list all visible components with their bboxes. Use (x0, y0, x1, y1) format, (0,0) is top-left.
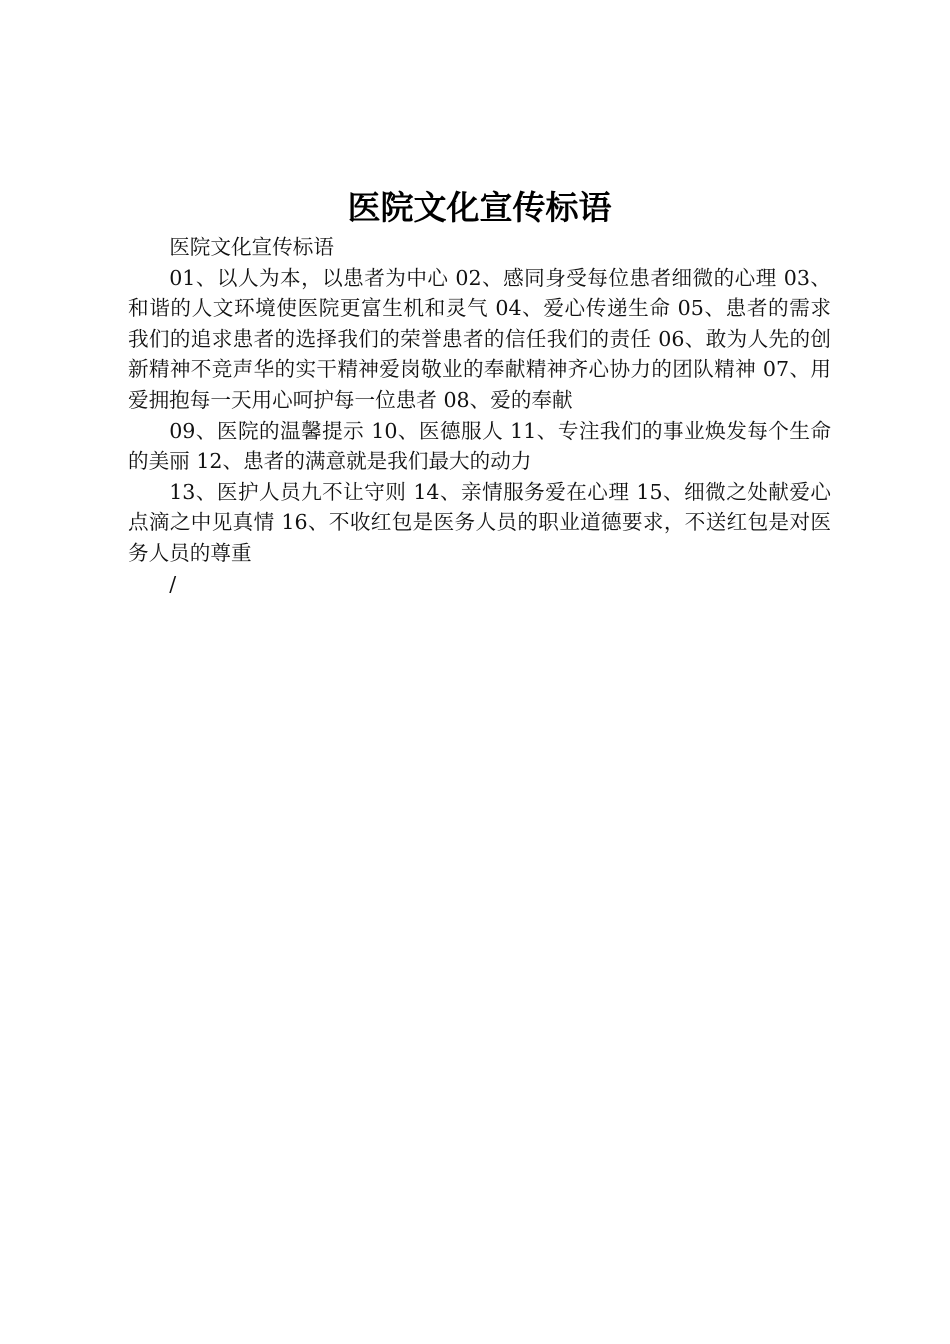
document-title: 医院文化宣传标语 (347, 188, 612, 227)
document-content (128, 188, 831, 599)
paragraph-slogans-09-12: 09、医院的温馨提示 10、医德服人 11、专注我们的事业焕发每个生命的美丽 12、患者的满意就是我们最大的动力 (128, 418, 831, 474)
paragraph-slogans-13-16: 13、医护人员九不让守则 14、亲情服务爱在心理 15、细微之处献爱心点滴之中见真情 16、不收红包是医务人员的职业道德要求，不送红包是对医务人员的尊重 (128, 479, 831, 565)
paragraph-slogans-01-08: 01、以人为本，以患者为中心 02、感同身受每位患者细微的心理 03、和谐的人文环境使医院更富生机和灵气 04、爱心传递生命 05、患者的需求我们的追求患者的选择我们的荣誉患者的信任我们的责任 06、敢为人先的创新精神不竞声华的实干精神爱岗敬业的奉献精神齐心协力的团队精神 07、用爱拥抱每一天用心呵护每一位患者 08、爱的奉献 (128, 265, 831, 412)
paragraph-heading: 医院文化宣传标语 (169, 235, 334, 259)
document-body (128, 232, 831, 599)
paragraph-slash: / (169, 571, 177, 596)
